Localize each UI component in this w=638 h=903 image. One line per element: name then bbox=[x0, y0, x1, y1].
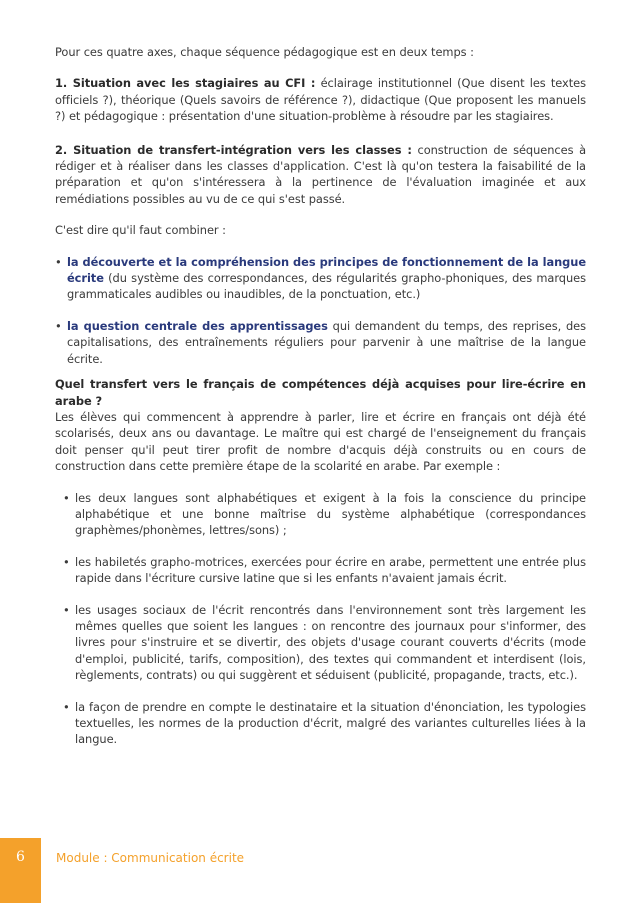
bullet-dot: • bbox=[63, 554, 70, 569]
example-text: les usages sociaux de l'écrit rencontrés dans l'environnement sont très largement les mêmes quelles que soient les langues : on rencontre des journaux pour s'informer, des livres pour s'instruire et se divertir, des objets d'usage courant couverts d'écrits (mode d'emploi, publicité, tarifs, composition), des textes qui commandent et interdisent (lois, règlements, contrats) ou qui suggèrent et séduisent (publicité, propagande, tracts, etc.). bbox=[75, 602, 586, 683]
bullet-text: (du système des correspondances, des régularités grapho-phoniques, des marques grammaticales audibles ou inaudibles, de la ponctuation, etc.) bbox=[67, 271, 586, 302]
question-paragraph: Les élèves qui commencent à apprendre à parler, lire et écrire en français ont déjà été scolarisés, deux ans ou davantage. Le maître qui est chargé de l'enseignement du français doit penser qu'il peut tirer profit de nombre d'acquis déjà construits ou en cours de construction dans cette première étape de la scolarité en arabe. Par exemple : bbox=[55, 409, 586, 474]
point-1-text: éclairage institutionnel (Que disent les textes officiels ?), théorique (Quels savoirs de référence ?), didactique (Que proposent les manuels ?) et pédagogique : présentation d'une situation-problème à résoudre par les stagiaires. bbox=[55, 76, 586, 124]
footer-module-title: Module : Communication écrite bbox=[56, 851, 245, 865]
example-text: la façon de prendre en compte le destinataire et la situation d'énonciation, les typologies textuelles, les normes de la production d'écrit, malgré des variantes culturelles liées à la langue. bbox=[75, 699, 586, 747]
bullet-highlight: la question centrale des apprentissages bbox=[67, 318, 328, 333]
example-item bbox=[63, 699, 586, 748]
example-item bbox=[63, 554, 586, 587]
bullet-text: qui demandent du temps, des reprises, des capitalisations, des entraînements réguliers pour parvenir à une maîtrise de la langue écrite. bbox=[67, 318, 586, 366]
page-body bbox=[55, 44, 586, 748]
bullet-dot: • bbox=[55, 254, 62, 269]
point-1-title: 1. Situation avec les stagiaires au CFI : bbox=[55, 76, 316, 91]
example-item bbox=[63, 602, 586, 684]
example-text: les deux langues sont alphabétiques et exigent à la fois la conscience du principe alphabétique et une bonne maîtrise du système alphabétique (correspondances graphèmes/phonèmes, lettres/sons) ; bbox=[75, 490, 586, 538]
page-number: 6 bbox=[16, 849, 25, 865]
bullet-item bbox=[55, 318, 586, 367]
point-1 bbox=[55, 75, 586, 124]
bullet-dot: • bbox=[55, 318, 62, 333]
bullet-dot: • bbox=[63, 490, 70, 505]
bullet-dot: • bbox=[63, 602, 70, 617]
point-2-title: 2. Situation de transfert-intégration vers les classes : bbox=[55, 142, 412, 157]
point-2 bbox=[55, 142, 586, 208]
section-question: Quel transfert vers le français de compétences déjà acquises pour lire-écrire en arabe ? bbox=[55, 377, 586, 408]
bullet-item bbox=[55, 254, 586, 303]
example-item bbox=[63, 490, 586, 539]
footer-accent-bar bbox=[0, 838, 41, 903]
bullet-dot: • bbox=[63, 699, 70, 714]
point-2-text: construction de séquences à rédiger et à réaliser dans les classes d'application. C'est là qu'on testera la faisabilité de la préparation et qu'on s'intéressera à la pertinence de l'évaluation imaginée et aux remédiations possibles au vu de ce qui s'est passé. bbox=[55, 142, 586, 206]
example-text: les habiletés grapho-motrices, exercées pour écrire en arabe, permettent une entrée plus rapide dans l'écriture cursive latine que si les enfants n'avaient jamais écrit. bbox=[75, 554, 586, 586]
combine-text: C'est dire qu'il faut combiner : bbox=[55, 223, 226, 238]
bullet-highlight: la découverte et la compréhension des principes de fonctionnement de la langue écrite bbox=[67, 254, 586, 286]
intro-text: Pour ces quatre axes, chaque séquence pédagogique est en deux temps : bbox=[55, 45, 474, 59]
